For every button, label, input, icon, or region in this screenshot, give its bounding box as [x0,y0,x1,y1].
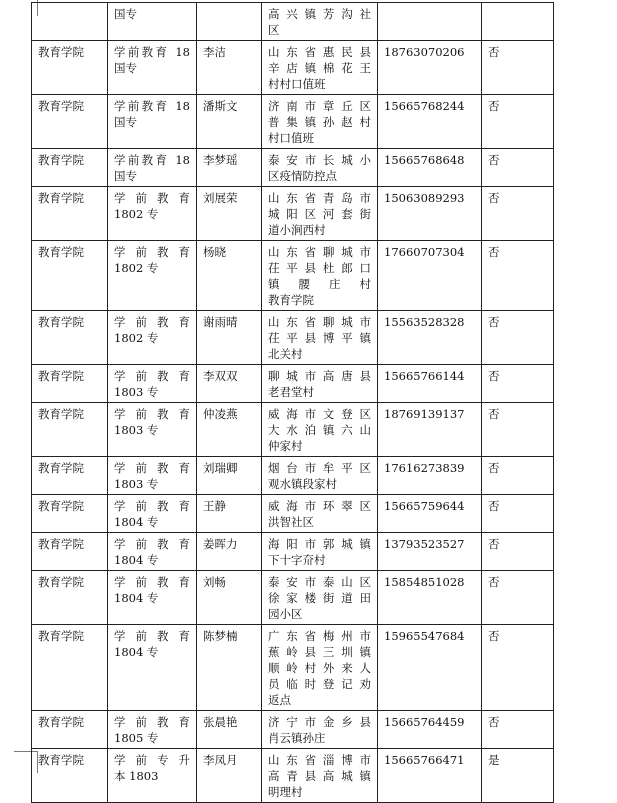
location-cell [262,403,378,457]
major-cell-line: 1804 专 [114,515,159,529]
table-row [32,311,554,365]
name-cell: 李凤月 [197,749,262,803]
major-cell-line: 国专 [114,169,137,183]
phone-cell: 15665759644 [378,495,482,533]
table-row [32,365,554,403]
name-cell: 王静 [197,495,262,533]
major-cell-line: 学前教育 18 [114,99,190,113]
location-cell-line: 园小区 [268,607,303,621]
location-cell-line: 仲家村 [268,439,303,453]
college-cell: 教育学院 [32,495,108,533]
location-cell-line: 聊城市高唐县 [268,369,371,383]
phone-cell: 18763070206 [378,41,482,95]
major-cell-line: 学前专升 [114,753,190,767]
phone-cell: 15563528328 [378,311,482,365]
name-cell: 杨晓 [197,241,262,311]
name-cell: 李双双 [197,365,262,403]
flag-cell: 否 [482,149,554,187]
college-cell: 教育学院 [32,457,108,495]
location-cell [262,711,378,749]
major-cell-line: 1804 专 [114,553,159,567]
phone-cell [378,3,482,41]
table-row [32,3,554,41]
location-cell [262,533,378,571]
major-cell-line: 1803 专 [114,423,159,437]
name-cell: 刘畅 [197,571,262,625]
major-cell-line: 学前教育 18 [114,153,190,167]
college-cell: 教育学院 [32,403,108,457]
location-cell-line: 茌平县杜郎口 [268,261,371,275]
major-cell [108,457,197,495]
major-cell [108,711,197,749]
name-cell: 陈梦楠 [197,625,262,711]
major-cell [108,241,197,311]
major-cell [108,533,197,571]
location-cell-line: 泰安市长城小 [268,153,371,167]
college-cell: 教育学院 [32,625,108,711]
flag-cell: 否 [482,41,554,95]
flag-cell: 否 [482,457,554,495]
major-cell [108,3,197,41]
location-cell-line: 济宁市金乡县 [268,715,371,729]
location-cell [262,625,378,711]
major-cell-line: 学前教育 [114,191,190,205]
phone-cell: 18769139137 [378,403,482,457]
college-cell: 教育学院 [32,749,108,803]
phone-cell: 15665768244 [378,95,482,149]
location-cell-line: 山东省惠民县 [268,45,371,59]
location-cell-line: 员临时登记劝 [268,677,371,691]
major-cell-line: 学前教育 [114,315,190,329]
table-row [32,41,554,95]
table-row [32,149,554,187]
contact-table [31,2,554,803]
location-cell-line: 大水泊镇六山 [268,423,371,437]
name-cell [197,3,262,41]
location-cell [262,311,378,365]
major-cell-line: 学前教育 [114,245,190,259]
name-cell: 李洁 [197,41,262,95]
location-cell [262,187,378,241]
major-cell [108,495,197,533]
location-cell-line: 威海市环翠区 [268,499,371,513]
flag-cell: 否 [482,365,554,403]
table-row [32,457,554,495]
major-cell [108,365,197,403]
phone-cell: 15063089293 [378,187,482,241]
phone-cell: 17660707304 [378,241,482,311]
flag-cell: 否 [482,533,554,571]
location-cell-line: 区 [268,23,280,37]
name-cell: 李梦瑶 [197,149,262,187]
location-cell [262,41,378,95]
major-cell [108,149,197,187]
college-cell [32,3,108,41]
table-row [32,749,554,803]
flag-cell: 否 [482,311,554,365]
location-cell [262,241,378,311]
flag-cell: 否 [482,625,554,711]
location-cell-line: 区疫情防控点 [268,169,337,183]
major-cell [108,187,197,241]
phone-cell: 15665766144 [378,365,482,403]
location-cell-line: 北关村 [268,347,303,361]
college-cell: 教育学院 [32,241,108,311]
major-cell [108,403,197,457]
major-cell-line: 学前教育 [114,537,190,551]
college-cell: 教育学院 [32,571,108,625]
major-cell-line: 学前教育 [114,629,190,643]
name-cell: 谢雨晴 [197,311,262,365]
phone-cell: 17616273839 [378,457,482,495]
name-cell: 刘瑞卿 [197,457,262,495]
major-cell [108,41,197,95]
location-cell [262,365,378,403]
major-cell-line: 1802 专 [114,331,159,345]
college-cell: 教育学院 [32,365,108,403]
location-cell-line: 山东省聊城市 [268,245,371,259]
location-cell-line: 村口值班 [268,131,314,145]
location-cell-line: 辛店镇棉花王 [268,61,371,75]
major-cell-line: 国专 [114,7,137,21]
major-cell-line: 1803 专 [114,385,159,399]
table-row [32,403,554,457]
flag-cell: 否 [482,571,554,625]
table-row [32,571,554,625]
major-cell-line: 学前教育 [114,369,190,383]
phone-cell: 15665766471 [378,749,482,803]
table-row [32,241,554,311]
location-cell-line: 威海市文登区 [268,407,371,421]
location-cell-line: 村村口值班 [268,77,326,91]
location-cell-line: 下十字夼村 [268,553,326,567]
major-cell-line: 学前教育 18 [114,45,190,59]
major-cell [108,749,197,803]
table-row [32,533,554,571]
location-cell-line: 高兴镇芳沟社 [268,7,371,21]
location-cell [262,95,378,149]
location-cell [262,749,378,803]
name-cell: 潘斯文 [197,95,262,149]
flag-cell: 否 [482,495,554,533]
name-cell: 刘展荣 [197,187,262,241]
location-cell-line: 教育学院 [268,293,314,307]
location-cell [262,495,378,533]
location-cell-line: 镇腰庄村 [268,277,371,291]
location-cell-line: 茌平县博平镇 [268,331,371,345]
major-cell-line: 学前教育 [114,715,190,729]
flag-cell: 否 [482,403,554,457]
phone-cell: 15665768648 [378,149,482,187]
location-cell [262,457,378,495]
location-cell-line: 普集镇孙赵村 [268,115,371,129]
college-cell: 教育学院 [32,533,108,571]
location-cell-line: 高青县高城镇 [268,769,371,783]
college-cell: 教育学院 [32,187,108,241]
location-cell-line: 泰安市泰山区 [268,575,371,589]
location-cell-line: 济南市章丘区 [268,99,371,113]
major-cell-line: 本 1803 [114,769,159,783]
location-cell-line: 海阳市郭城镇 [268,537,371,551]
major-cell-line: 学前教育 [114,461,190,475]
major-cell-line: 国专 [114,115,137,129]
phone-cell: 15854851028 [378,571,482,625]
location-cell-line: 老君堂村 [268,385,314,399]
major-cell-line: 1804 专 [114,591,159,605]
name-cell: 仲凌燕 [197,403,262,457]
major-cell-line: 学前教育 [114,499,190,513]
major-cell-line: 1802 专 [114,261,159,275]
college-cell: 教育学院 [32,149,108,187]
major-cell-line: 学前教育 [114,407,190,421]
location-cell [262,571,378,625]
phone-cell: 15665764459 [378,711,482,749]
major-cell-line: 1805 专 [114,731,159,745]
major-cell-line: 学前教育 [114,575,190,589]
location-cell-line: 徐家楼街道田 [268,591,371,605]
location-cell-line: 道小涧西村 [268,223,326,237]
major-cell [108,571,197,625]
major-cell-line: 1802 专 [114,207,159,221]
college-cell: 教育学院 [32,95,108,149]
major-cell [108,95,197,149]
location-cell-line: 山东省青岛市 [268,191,371,205]
major-cell-line: 1804 专 [114,645,159,659]
flag-cell [482,3,554,41]
flag-cell: 否 [482,95,554,149]
college-cell: 教育学院 [32,311,108,365]
college-cell: 教育学院 [32,711,108,749]
college-cell: 教育学院 [32,41,108,95]
location-cell-line: 明理村 [268,785,303,799]
flag-cell: 否 [482,241,554,311]
flag-cell: 是 [482,749,554,803]
location-cell-line: 洪智社区 [268,515,314,529]
major-cell [108,625,197,711]
table-row [32,711,554,749]
phone-cell: 15965547684 [378,625,482,711]
flag-cell: 否 [482,187,554,241]
location-cell-line: 顺岭村外来人 [268,661,371,675]
table-row [32,495,554,533]
table-row [32,187,554,241]
location-cell-line: 山东省聊城市 [268,315,371,329]
location-cell-line: 肖云镇孙庄 [268,731,326,745]
location-cell-line: 观水镇段家村 [268,477,337,491]
location-cell-line: 城阳区河套街 [268,207,371,221]
major-cell [108,311,197,365]
phone-cell: 13793523527 [378,533,482,571]
location-cell-line: 山东省淄博市 [268,753,371,767]
table-row [32,625,554,711]
major-cell-line: 国专 [114,61,137,75]
major-cell-line: 1803 专 [114,477,159,491]
location-cell-line: 蕉岭县三圳镇 [268,645,371,659]
location-cell-line: 烟台市牟平区 [268,461,371,475]
name-cell: 姜晖力 [197,533,262,571]
location-cell [262,149,378,187]
location-cell-line: 返点 [268,693,291,707]
name-cell: 张晨艳 [197,711,262,749]
flag-cell: 否 [482,711,554,749]
table-row [32,95,554,149]
location-cell-line: 广东省梅州市 [268,629,371,643]
location-cell [262,3,378,41]
